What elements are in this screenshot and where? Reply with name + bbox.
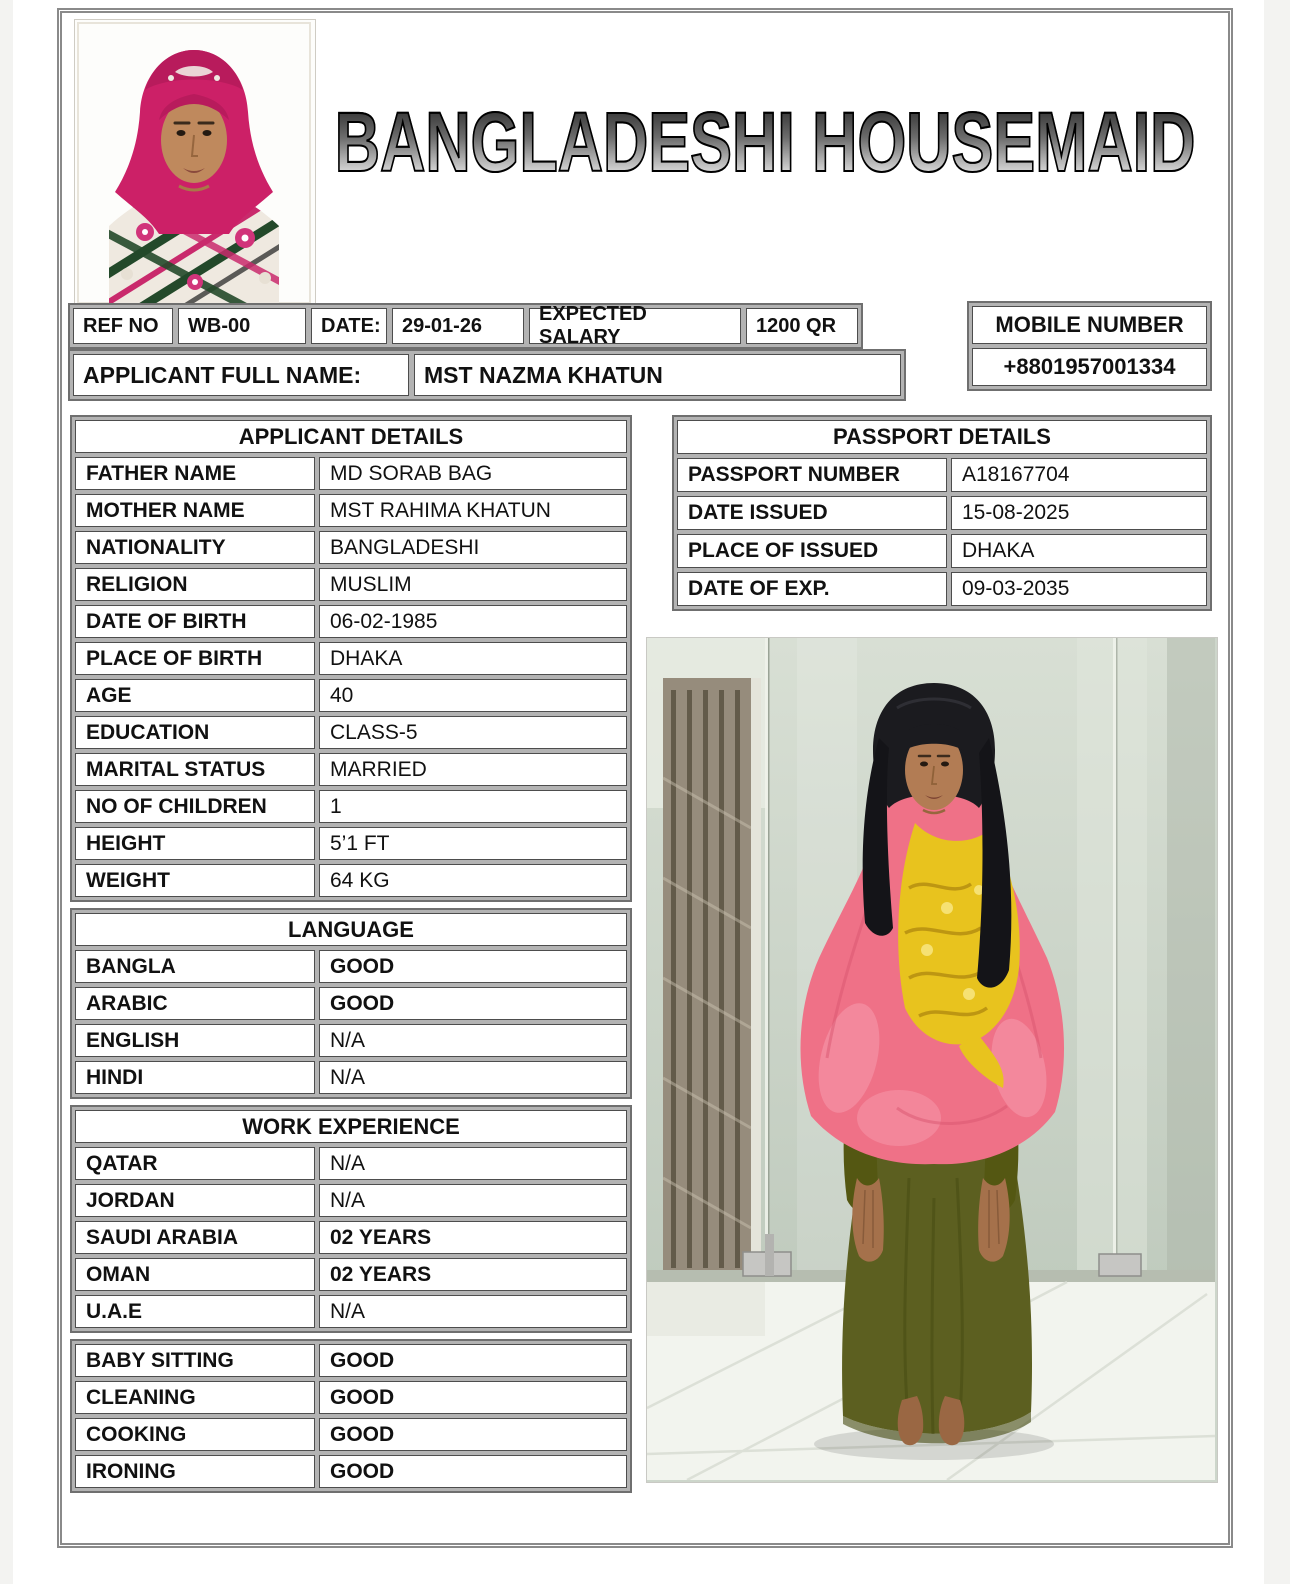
row-baby-sitting	[75, 1344, 627, 1377]
row-bangla	[75, 950, 627, 983]
field-label: BABY SITTING	[75, 1344, 315, 1377]
row-saudi-arabia	[75, 1221, 627, 1254]
row-nationality	[75, 531, 627, 564]
field-label: PLACE OF BIRTH	[75, 642, 315, 675]
row-hindi	[75, 1061, 627, 1094]
passport-details-heading: PASSPORT DETAILS	[677, 420, 1207, 454]
field-label: U.A.E	[75, 1295, 315, 1328]
row-place-of-issued	[677, 534, 1207, 568]
applicant-details-column	[70, 415, 632, 1493]
field-value: DHAKA	[951, 534, 1207, 568]
field-value: N/A	[319, 1147, 627, 1180]
field-label: RELIGION	[75, 568, 315, 601]
field-label: HEIGHT	[75, 827, 315, 860]
field-value: 1	[319, 790, 627, 823]
field-label: QATAR	[75, 1147, 315, 1180]
field-value: 15-08-2025	[951, 496, 1207, 530]
language-heading: LANGUAGE	[75, 913, 627, 946]
row-weight	[75, 864, 627, 897]
page-title	[320, 94, 1210, 190]
passport-details-table	[672, 415, 1212, 611]
field-label: HINDI	[75, 1061, 315, 1094]
field-value: 5’1 FT	[319, 827, 627, 860]
field-value: GOOD	[319, 1455, 627, 1488]
field-value: BANGLADESHI	[319, 531, 627, 564]
applicant-name-label: APPLICANT FULL NAME:	[73, 354, 409, 396]
date-value: 29-01-26	[392, 308, 524, 344]
field-label: DATE OF BIRTH	[75, 605, 315, 638]
field-label: COOKING	[75, 1418, 315, 1451]
field-value: 02 YEARS	[319, 1258, 627, 1291]
row-date-of-exp	[677, 572, 1207, 606]
field-value: GOOD	[319, 950, 627, 983]
date-label: DATE:	[311, 308, 387, 344]
mobile-number-label: MOBILE NUMBER	[972, 306, 1207, 344]
field-label: JORDAN	[75, 1184, 315, 1217]
field-label: OMAN	[75, 1258, 315, 1291]
field-value: MARRIED	[319, 753, 627, 786]
row-jordan	[75, 1184, 627, 1217]
field-label: CLEANING	[75, 1381, 315, 1414]
row-mother-name	[75, 494, 627, 527]
field-value: N/A	[319, 1061, 627, 1094]
scan-edge-right	[1264, 0, 1290, 1584]
field-value: GOOD	[319, 1344, 627, 1377]
mobile-number-value: +8801957001334	[972, 348, 1207, 386]
row-arabic	[75, 987, 627, 1020]
scan-edge-left	[0, 0, 13, 1584]
field-value: MD SORAB BAG	[319, 457, 627, 490]
field-label: SAUDI ARABIA	[75, 1221, 315, 1254]
work-experience-heading: WORK EXPERIENCE	[75, 1110, 627, 1143]
row-marital-status	[75, 753, 627, 786]
field-value: GOOD	[319, 1381, 627, 1414]
work-experience-table	[70, 1105, 632, 1333]
field-value: MST RAHIMA KHATUN	[319, 494, 627, 527]
applicant-details-table	[70, 415, 632, 902]
field-value: 02 YEARS	[319, 1221, 627, 1254]
row-education	[75, 716, 627, 749]
ref-no-label: REF NO	[73, 308, 173, 344]
field-value: N/A	[319, 1024, 627, 1057]
row-no-of-children	[75, 790, 627, 823]
field-value: 40	[319, 679, 627, 712]
field-value: CLASS-5	[319, 716, 627, 749]
field-label: DATE OF EXP.	[677, 572, 947, 606]
header-row	[68, 303, 863, 349]
field-value: GOOD	[319, 987, 627, 1020]
row-oman	[75, 1258, 627, 1291]
applicant-name-row	[68, 349, 906, 401]
field-label: NO OF CHILDREN	[75, 790, 315, 823]
row-date-issued	[677, 496, 1207, 530]
row-english	[75, 1024, 627, 1057]
mobile-number-box	[967, 301, 1212, 391]
row-height	[75, 827, 627, 860]
row-date-of-birth	[75, 605, 627, 638]
field-value: N/A	[319, 1184, 627, 1217]
skills-table	[70, 1339, 632, 1493]
page-title-text: BANGLADESHI HOUSEMAID	[334, 94, 1196, 190]
row-place-of-birth	[75, 642, 627, 675]
field-value: 09-03-2035	[951, 572, 1207, 606]
field-label: ENGLISH	[75, 1024, 315, 1057]
expected-salary-value: 1200 QR	[746, 308, 858, 344]
applicant-name-value: MST NAZMA KHATUN	[414, 354, 901, 396]
portrait-photo-drawing	[75, 20, 313, 306]
field-label: PLACE OF ISSUED	[677, 534, 947, 568]
language-table	[70, 908, 632, 1099]
full-body-photo-drawing	[647, 638, 1215, 1480]
field-label: FATHER NAME	[75, 457, 315, 490]
row-age	[75, 679, 627, 712]
field-label: IRONING	[75, 1455, 315, 1488]
field-label: MOTHER NAME	[75, 494, 315, 527]
field-value: 64 KG	[319, 864, 627, 897]
full-body-photo	[646, 637, 1218, 1483]
document-frame	[57, 8, 1233, 1548]
field-value: DHAKA	[319, 642, 627, 675]
row-ironing	[75, 1455, 627, 1488]
field-label: MARITAL STATUS	[75, 753, 315, 786]
row-religion	[75, 568, 627, 601]
portrait-photo	[74, 19, 316, 309]
expected-salary-label: EXPECTED SALARY	[529, 308, 741, 344]
field-label: ARABIC	[75, 987, 315, 1020]
row-cooking	[75, 1418, 627, 1451]
field-value: N/A	[319, 1295, 627, 1328]
field-label: AGE	[75, 679, 315, 712]
applicant-details-heading: APPLICANT DETAILS	[75, 420, 627, 453]
ref-no-value: WB-00	[178, 308, 306, 344]
row-qatar	[75, 1147, 627, 1180]
row-passport-number	[677, 458, 1207, 492]
field-label: BANGLA	[75, 950, 315, 983]
row-father-name	[75, 457, 627, 490]
field-label: WEIGHT	[75, 864, 315, 897]
field-label: EDUCATION	[75, 716, 315, 749]
field-label: NATIONALITY	[75, 531, 315, 564]
field-label: DATE ISSUED	[677, 496, 947, 530]
field-label: PASSPORT NUMBER	[677, 458, 947, 492]
passport-details-column	[672, 415, 1212, 611]
field-value: A18167704	[951, 458, 1207, 492]
field-value: MUSLIM	[319, 568, 627, 601]
row-uae	[75, 1295, 627, 1328]
row-cleaning	[75, 1381, 627, 1414]
field-value: 06-02-1985	[319, 605, 627, 638]
field-value: GOOD	[319, 1418, 627, 1451]
